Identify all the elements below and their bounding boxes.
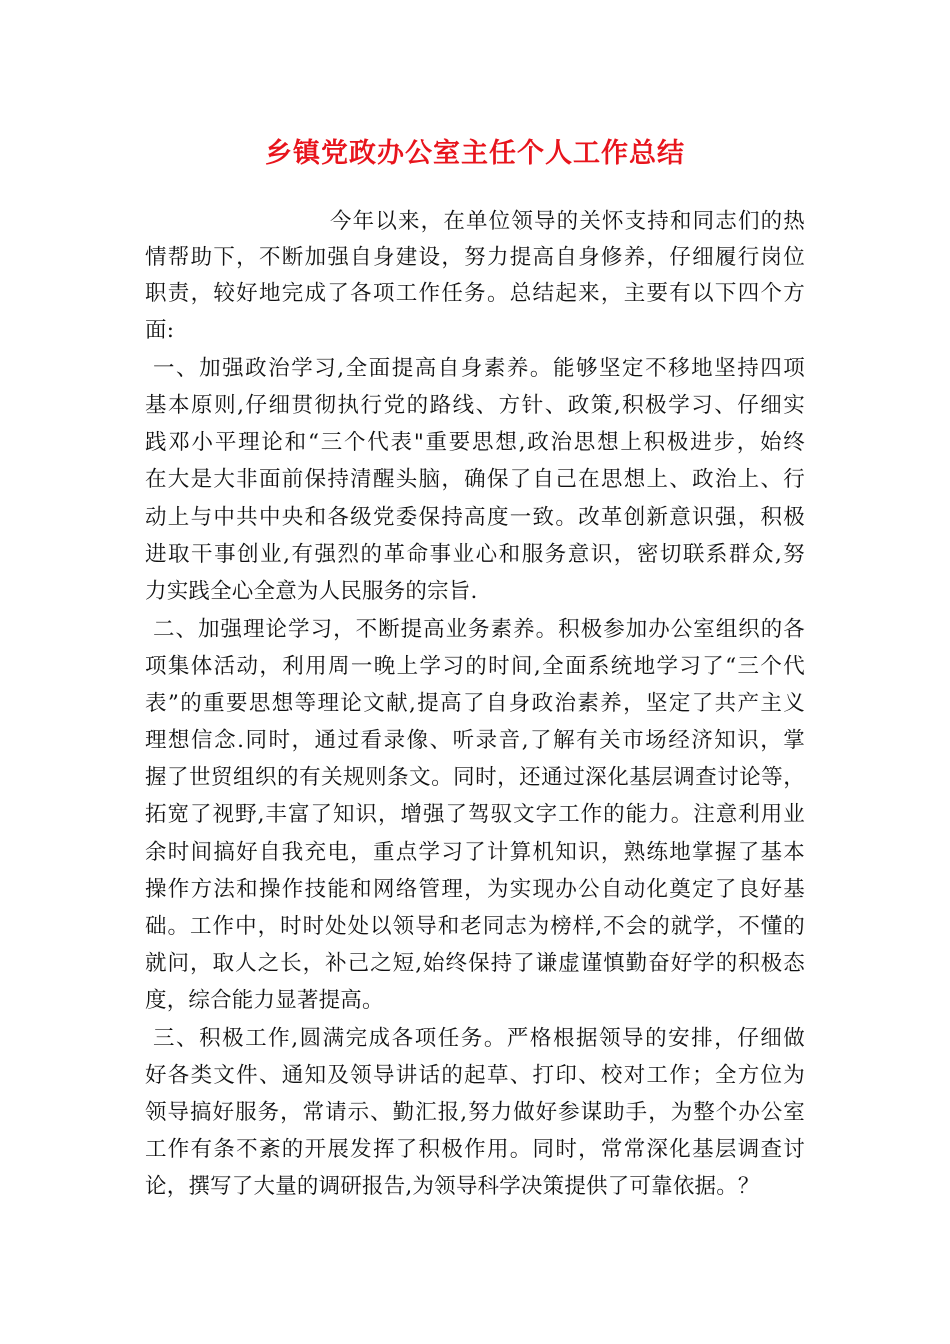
body-line: 基本原则,仔细贯彻执行党的路线、方针、政策,积极学习、仔细实 bbox=[145, 393, 805, 418]
body-line: 就问，取人之长，补己之短,始终保持了谦虚谨慎勤奋好学的积极态 bbox=[145, 951, 805, 976]
body-line: 情帮助下，不断加强自身建设，努力提高自身修养，仔细履行岗位 bbox=[145, 245, 805, 270]
body-line: 项集体活动，利用周一晚上学习的时间,全面系统地学习了“三个代 bbox=[145, 654, 805, 679]
body-line: 握了世贸组织的有关规则条文。同时，还通过深化基层调查讨论等， bbox=[145, 765, 805, 790]
body-line: 进取干事创业,有强烈的革命事业心和服务意识，密切联系群众,努 bbox=[145, 542, 805, 567]
body-line: 好各类文件、通知及领导讲话的起草、打印、校对工作；全方位为 bbox=[145, 1063, 805, 1088]
body-line: 领导搞好服务，常请示、勤汇报,努力做好参谋助手，为整个办公室 bbox=[145, 1100, 805, 1125]
body-line: 表”的重要思想等理论文献,提高了自身政治素养，坚定了共产主义 bbox=[145, 691, 805, 716]
body-line: 论，撰写了大量的调研报告,为领导科学决策提供了可靠依据。？ bbox=[145, 1174, 760, 1199]
body-line: 在大是大非面前保持清醒头脑，确保了自己在思想上、政治上、行 bbox=[145, 467, 805, 492]
body-line: 工作有条不紊的开展发挥了积极作用。同时，常常深化基层调查讨 bbox=[145, 1137, 805, 1162]
body-line: 动上与中共中央和各级党委保持高度一致。改革创新意识强，积极 bbox=[145, 505, 805, 530]
body-line: 度，综合能力显著提高。 bbox=[145, 988, 384, 1013]
body-line: 今年以来，在单位领导的关怀支持和同志们的热 bbox=[330, 209, 805, 234]
body-line: 拓宽了视野,丰富了知识，增强了驾驭文字工作的能力。注意利用业 bbox=[145, 802, 805, 827]
body-line: 余时间搞好自我充电，重点学习了计算机知识，熟练地掌握了基本 bbox=[145, 840, 805, 865]
body-line: 面: bbox=[145, 318, 175, 343]
body-line: 职责，较好地完成了各项工作任务。总结起来，主要有以下四个方 bbox=[145, 281, 805, 306]
section-heading-line: 一、加强政治学习,全面提高自身素养。能够坚定不移地坚持四项 bbox=[153, 356, 805, 381]
section-heading-line: 二、加强理论学习，不断提高业务素养。积极参加办公室组织的各 bbox=[153, 617, 805, 642]
document-title: 乡镇党政办公室主任个人工作总结 bbox=[265, 138, 685, 169]
body-line: 操作方法和操作技能和网络管理，为实现办公自动化奠定了良好基 bbox=[145, 877, 805, 902]
section-heading-line: 三、积极工作,圆满完成各项任务。严格根据领导的安排，仔细做 bbox=[153, 1026, 805, 1051]
body-line: 础。工作中，时时处处以领导和老同志为榜样,不会的就学，不懂的 bbox=[145, 914, 805, 939]
body-line: 力实践全心全意为人民服务的宗旨. bbox=[145, 579, 478, 604]
body-line: 理想信念.同时，通过看录像、听录音,了解有关市场经济知识，掌 bbox=[145, 728, 805, 753]
body-line: 践邓小平理论和“三个代表"重要思想,政治思想上积极进步，始终 bbox=[145, 430, 805, 455]
